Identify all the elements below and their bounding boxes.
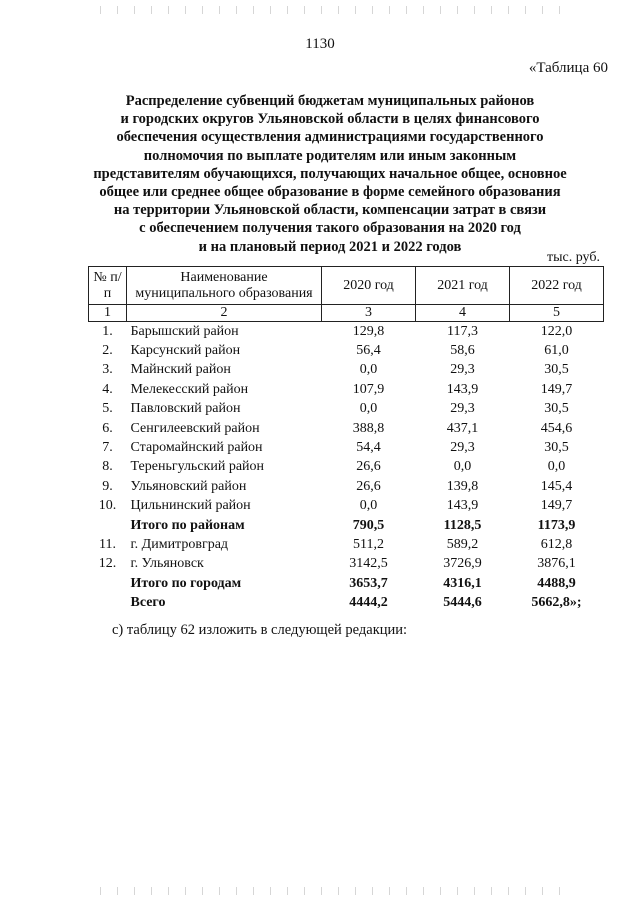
value-2020: 0,0	[359, 362, 378, 378]
table-header-row	[89, 267, 604, 305]
page-number: 1130	[305, 36, 335, 52]
value-2020: 54,4	[356, 440, 381, 456]
value-2020: 388,8	[352, 420, 385, 436]
value-2022: 149,7	[540, 498, 573, 514]
municipality-name: Итого по районам	[130, 517, 245, 533]
value-2021: 29,3	[450, 362, 475, 378]
value-2022: 454,6	[540, 420, 573, 436]
value-2022: 5662,8»;	[531, 595, 582, 611]
row-number: 5.	[102, 401, 113, 417]
header-2022: 2022 год	[510, 267, 604, 305]
row-number: 3.	[102, 362, 113, 378]
row-number	[89, 593, 127, 612]
instruction-text: с) таблицу 62 изложить в следующей редакции:	[112, 622, 408, 638]
value-2020: 0,0	[359, 401, 378, 417]
title-line: с обеспечением получения такого образования на 2020 год	[139, 220, 521, 237]
title-line: представителям обучающихся, получающих начальное общее, основное	[93, 165, 567, 182]
value-2021: 139,8	[446, 478, 479, 494]
title-line: и на плановый период 2021 и 2022 годов	[198, 238, 462, 255]
row-number	[89, 574, 127, 593]
title-line: на территории Ульяновской области, компенсации затрат в связи	[113, 202, 547, 219]
value-2022: 149,7	[540, 381, 573, 397]
header-name: Наименование муниципального образования	[127, 267, 322, 305]
value-2021: 437,1	[446, 420, 479, 436]
municipality-name: Цильнинский район	[130, 498, 251, 514]
header-2020: 2020 год	[322, 267, 416, 305]
value-2020: 56,4	[356, 343, 381, 359]
value-2022: 0,0	[547, 459, 566, 475]
municipality-name: Майнский район	[130, 362, 231, 378]
municipality-name: Старомайнский район	[130, 440, 263, 456]
value-2022: 3876,1	[537, 556, 576, 572]
value-2021: 58,6	[450, 343, 475, 359]
table-total-row	[89, 574, 604, 593]
row-number: 8.	[102, 459, 113, 475]
value-2022: 4488,9	[537, 575, 576, 591]
row-number	[89, 516, 127, 535]
row-number: 11.	[99, 536, 116, 552]
table-row	[89, 458, 604, 477]
header-2021: 2021 год	[416, 267, 510, 305]
column-number: 1	[89, 305, 127, 322]
municipality-name: Барышский район	[130, 323, 239, 339]
document-title	[80, 92, 580, 256]
municipality-name: Всего	[130, 595, 166, 611]
municipality-name: Сенгилеевский район	[130, 420, 260, 436]
table-row	[89, 322, 604, 342]
row-number: 4.	[102, 381, 113, 397]
subvention-table	[88, 266, 604, 613]
value-2022: 30,5	[544, 440, 569, 456]
scan-artifact-bottom	[100, 887, 570, 895]
table-row	[89, 341, 604, 360]
municipality-name: г. Димитровград	[130, 536, 229, 552]
table-row	[89, 438, 604, 457]
scan-artifact-top	[100, 6, 570, 14]
value-2022: 145,4	[540, 478, 573, 494]
title-line: Распределение субвенций бюджетам муниципальных районов	[125, 93, 535, 109]
value-2021: 1128,5	[443, 517, 482, 533]
table-row	[89, 497, 604, 516]
row-number: 12.	[98, 556, 117, 572]
value-2020: 26,6	[356, 478, 381, 494]
value-2021: 0,0	[453, 459, 472, 475]
header-number: № п/п	[89, 267, 127, 305]
column-number: 3	[322, 305, 416, 322]
table-row	[89, 419, 604, 438]
value-2021: 4316,1	[443, 575, 482, 591]
value-2021: 143,9	[446, 381, 479, 397]
value-2021: 589,2	[446, 536, 479, 552]
value-2022: 30,5	[544, 401, 569, 417]
table-row	[89, 400, 604, 419]
title-line: обеспечения осуществления администрациями государственного	[116, 129, 544, 146]
value-2020: 107,9	[352, 381, 385, 397]
title-line: и городских округов Ульяновской области в целях финансового	[120, 111, 540, 128]
municipality-name: г. Ульяновск	[130, 556, 204, 572]
municipality-name: Карсунский район	[130, 343, 241, 359]
table-body	[89, 322, 604, 613]
value-2022: 61,0	[544, 343, 569, 359]
column-number: 5	[510, 305, 604, 322]
value-2020: 3653,7	[349, 575, 388, 591]
value-2022: 122,0	[540, 323, 573, 339]
title-line: общее или среднее общее образование в форме семейного образования	[99, 184, 561, 201]
value-2022: 1173,9	[537, 517, 576, 533]
table-reference: «Таблица 60	[528, 60, 608, 76]
municipality-name: Мелекесский район	[130, 381, 249, 397]
units-label: тыс. руб.	[547, 250, 600, 265]
value-2020: 3142,5	[349, 556, 388, 572]
value-2021: 3726,9	[443, 556, 482, 572]
value-2020: 4444,2	[349, 595, 388, 611]
value-2022: 612,8	[540, 536, 573, 552]
value-2020: 790,5	[352, 517, 385, 533]
value-2021: 5444,6	[443, 595, 482, 611]
municipality-name: Итого по городам	[130, 575, 242, 591]
title-line: полномочия по выплате родителям или иным законным	[143, 147, 517, 164]
value-2021: 29,3	[450, 440, 475, 456]
row-number: 6.	[102, 420, 113, 436]
row-number: 7.	[102, 440, 113, 456]
value-2021: 29,3	[450, 401, 475, 417]
table-row	[89, 555, 604, 574]
column-number-row	[89, 305, 604, 322]
table-row	[89, 380, 604, 399]
row-number: 1.	[102, 323, 113, 339]
municipality-name: Тереньгульский район	[130, 459, 265, 475]
table-total-row	[89, 593, 604, 612]
row-number: 9.	[102, 478, 113, 494]
value-2021: 143,9	[446, 498, 479, 514]
table-total-row	[89, 516, 604, 535]
column-number: 2	[127, 305, 322, 322]
value-2022: 30,5	[544, 362, 569, 378]
column-number: 4	[416, 305, 510, 322]
municipality-name: Ульяновский район	[130, 478, 247, 494]
table-row	[89, 477, 604, 496]
row-number: 10.	[98, 498, 117, 514]
value-2020: 129,8	[352, 323, 385, 339]
table-row	[89, 361, 604, 380]
value-2020: 511,2	[353, 536, 384, 552]
row-number: 2.	[102, 343, 113, 359]
municipality-name: Павловский район	[130, 401, 241, 417]
table-row	[89, 535, 604, 554]
value-2020: 26,6	[356, 459, 381, 475]
value-2021: 117,3	[447, 323, 478, 339]
value-2020: 0,0	[359, 498, 378, 514]
